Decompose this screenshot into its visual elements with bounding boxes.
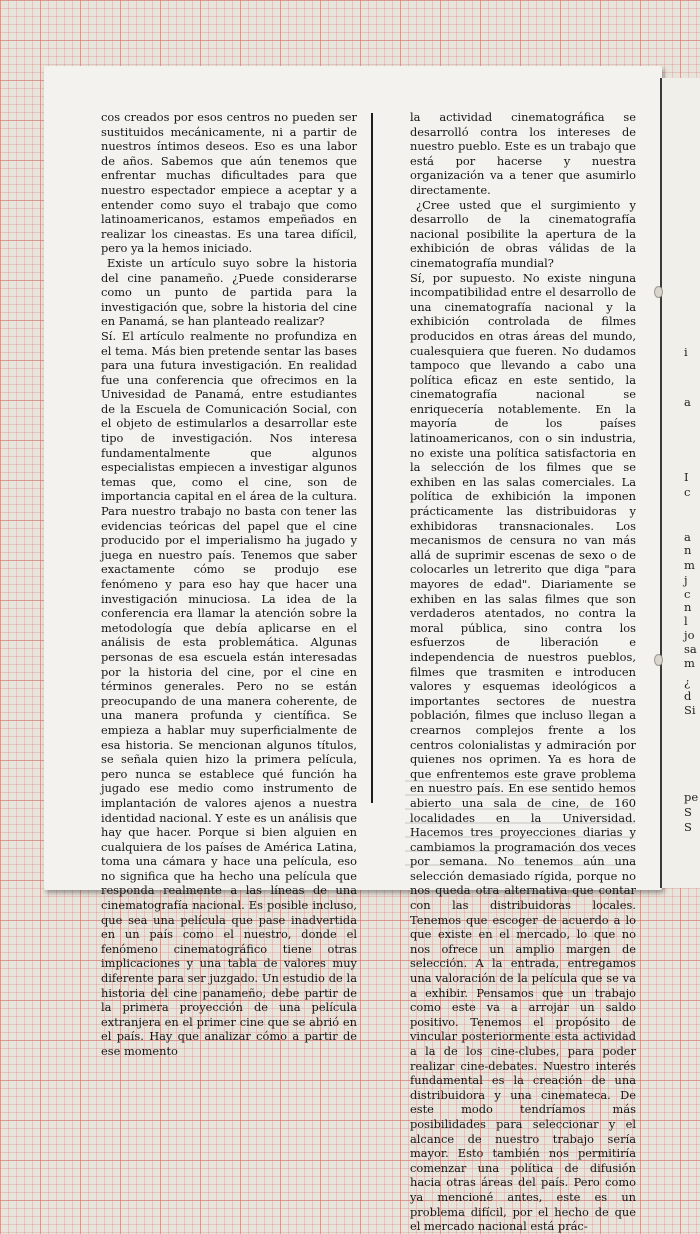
right-text-column: [410, 110, 636, 1234]
binding-hole: [654, 654, 663, 666]
fragment-text: m: [684, 558, 695, 572]
fragment-text: j: [684, 573, 688, 587]
fragment-text: I: [684, 470, 689, 484]
fragment-text: ¿: [684, 675, 691, 689]
fragment-text: a: [684, 530, 691, 544]
left-text-column: [101, 110, 357, 1059]
fragment-text: pe: [684, 790, 699, 804]
fragment-text: c: [684, 485, 691, 499]
fragment-text: S: [684, 805, 692, 819]
fragment-text: d: [684, 689, 692, 703]
paragraph: cos creados por esos centros no pueden ser sustituidos mecánicamente, ni a partir de nuestros íntimos deseos. Eso es una labor de años. Sabemos que aún tenemos que enfrentar muchas dificultades para que nuestro espectador empiece a aceptar y a entender como suyo el trabajo que como latinoamericanos, estamos empeñados en realizar los cineastas. Es una tarea difícil, pero ya la hemos iniciado.: [101, 110, 357, 256]
fragment-text: Si: [684, 703, 696, 717]
fragment-text: n: [684, 600, 692, 614]
fragment-text: l: [684, 614, 688, 628]
adjacent-page-edge: [660, 78, 700, 888]
show-through-text: [405, 780, 635, 870]
fragment-text: sa: [684, 642, 697, 656]
fragment-text: i: [684, 345, 688, 359]
paragraph: Sí, por supuesto. No existe ninguna incompatibilidad entre el desarrollo de una cinematografía nacional y la exhibición controlada de filmes producidos en otras áreas del mundo, cualesquiera que fueren. No dudamos tampoco que llevando a cabo una política eficaz en este sentido, la cinematografía nacional se enriquecería notablemente. En la mayoría de los países latinoamericanos, con o sin industria, no existe una política satisfactoria en la selección de los filmes que se exhiben en las salas comerciales. La política de exhibición la imponen prácticamente las distribuidoras y exhibidoras transnacionales. Los mecanismos de censura no van más allá de suprimir escenas de sexo o de colocarles un letrerito que diga "para mayores de edad". Diariamente se exhiben en las salas filmes que son verdaderos atentados, no contra la moral pública, sino contra los esfuerzos de liberación e independencia de nuestros pueblos, filmes que trasmiten e introducen valores y esquemas ideológicos a importantes sectores de nuestra población, filmes que incluso llegan a crearnos complejos frente a los centros colonialistas y admiración por quienes nos oprimen. Ya es hora de que enfrentemos este grave problema en nuestro país. En ese sentido hemos abierto una sala de cine, de 160 localidades en la Universidad. Hacemos tres proyecciones diarias y cambiamos la programación dos veces por semana. No tenemos aún una selección demasiado rígida, porque no nos queda otra alternativa que contar con las distribuidoras locales. Tenemos que escoger de acuerdo a lo que existe en el mercado, lo que no nos ofrece un amplio margen de selección. A la entrada, entregamos una valoración de la película que se va a exhibir. Pensamos que un trabajo como este va a arrojar un saldo positivo. Tenemos el propósito de vincular posteriormente esta actividad a la de los cine-clubes, para poder realizar cine-debates. Nuestro interés fundamental es la creación de una distribuidora y una cinemateca. De este modo tendríamos más posibilidades para seleccionar y el alcance de nuestro trabajo sería mayor. Esto también nos permitiría comenzar una política de difusión hacia otras áreas del país. Pero como ya mencioné antes, este es un problema difícil, por el hecho de que el mercado nacional está prác-: [410, 270, 636, 1234]
paragraph: Sí. El artículo realmente no profundiza en el tema. Más bien pretende sentar las bases para una futura investigación. En realidad fue una conferencia que ofrecimos en la Univesidad de Panamá, entre estudiantes de la Escuela de Comunicación Social, con el objeto de estimularlos a desarrollar este tipo de investigación. Nos interesa fundamentalmente que algunos especialistas empiecen a investigar algunos temas que, como el cine, son de importancia capital en el área de la cultura. Para nuestro trabajo no basta con tener las evidencias teóricas del papel que el cine producido por el imperialismo ha jugado y juega en nuestro país. Tenemos que saber exactamente cómo se produjo ese fenómeno y para eso hay que hacer una investigación minuciosa. La idea de la conferencia era llamar la atención sobre la metodología que debía aplicarse en el análisis de esta problemática. Algunas personas de esa escuela están interesadas por la historia del cine, por el cine en términos generales. Pero no se están preocupando de una manera coherente, de una manera profunda y científica. Se empieza a hablar muy superficialmente de esa historia. Se mencionan algunos títulos, se señala quien hizo la primera película, pero nunca se establece qué función ha jugado ese medio como instrumento de implantación de valores ajenos a nuestra identidad nacional. Y este es un análisis que hay que hacer. Porque si bien alguien en cualquiera de los países de América Latina, toma una cámara y hace una película, eso no significa que ha hecho una película que responda realmente a las líneas de una cinematografía nacional. Es posible incluso, que sea una película que pase inadvertida en un país como el nuestro, donde el fenómeno cinematográfico tiene otras implicaciones y una tabla de valores muy diferente para ser juzgado. Un estudio de la historia del cine panameño, debe partir de la primera proyección de una película extranjera en el primer cine que se abrió en el país. Hay que analizar cómo a partir de ese momento: [101, 328, 357, 1058]
column-divider: [371, 113, 373, 803]
fragment-text: n: [684, 543, 692, 557]
fragment-text: m: [684, 656, 695, 670]
fragment-text: c: [684, 587, 691, 601]
fragment-text: a: [684, 395, 691, 409]
interview-question: Existe un artículo suyo sobre la historia del cine panameño. ¿Puede considerarse como un punto de partida para la investigación que, sobre la historia del cine en Panamá, se han planteado realizar?: [101, 255, 357, 329]
fragment-text: jo: [684, 628, 695, 642]
binding-hole: [654, 286, 663, 298]
fragment-text: S: [684, 820, 692, 834]
interview-question: ¿Cree usted que el surgimiento y desarrollo de la cinematografía nacional posibilite la apertura de la exhibición de obras válidas de la cinematografía mundial?: [410, 197, 636, 270]
paragraph: la actividad cinematográfica se desarrolló contra los intereses de nuestro pueblo. Este es un trabajo que está por hacerse y nuestra organización va a tener que asumirlo directamente.: [410, 110, 636, 197]
